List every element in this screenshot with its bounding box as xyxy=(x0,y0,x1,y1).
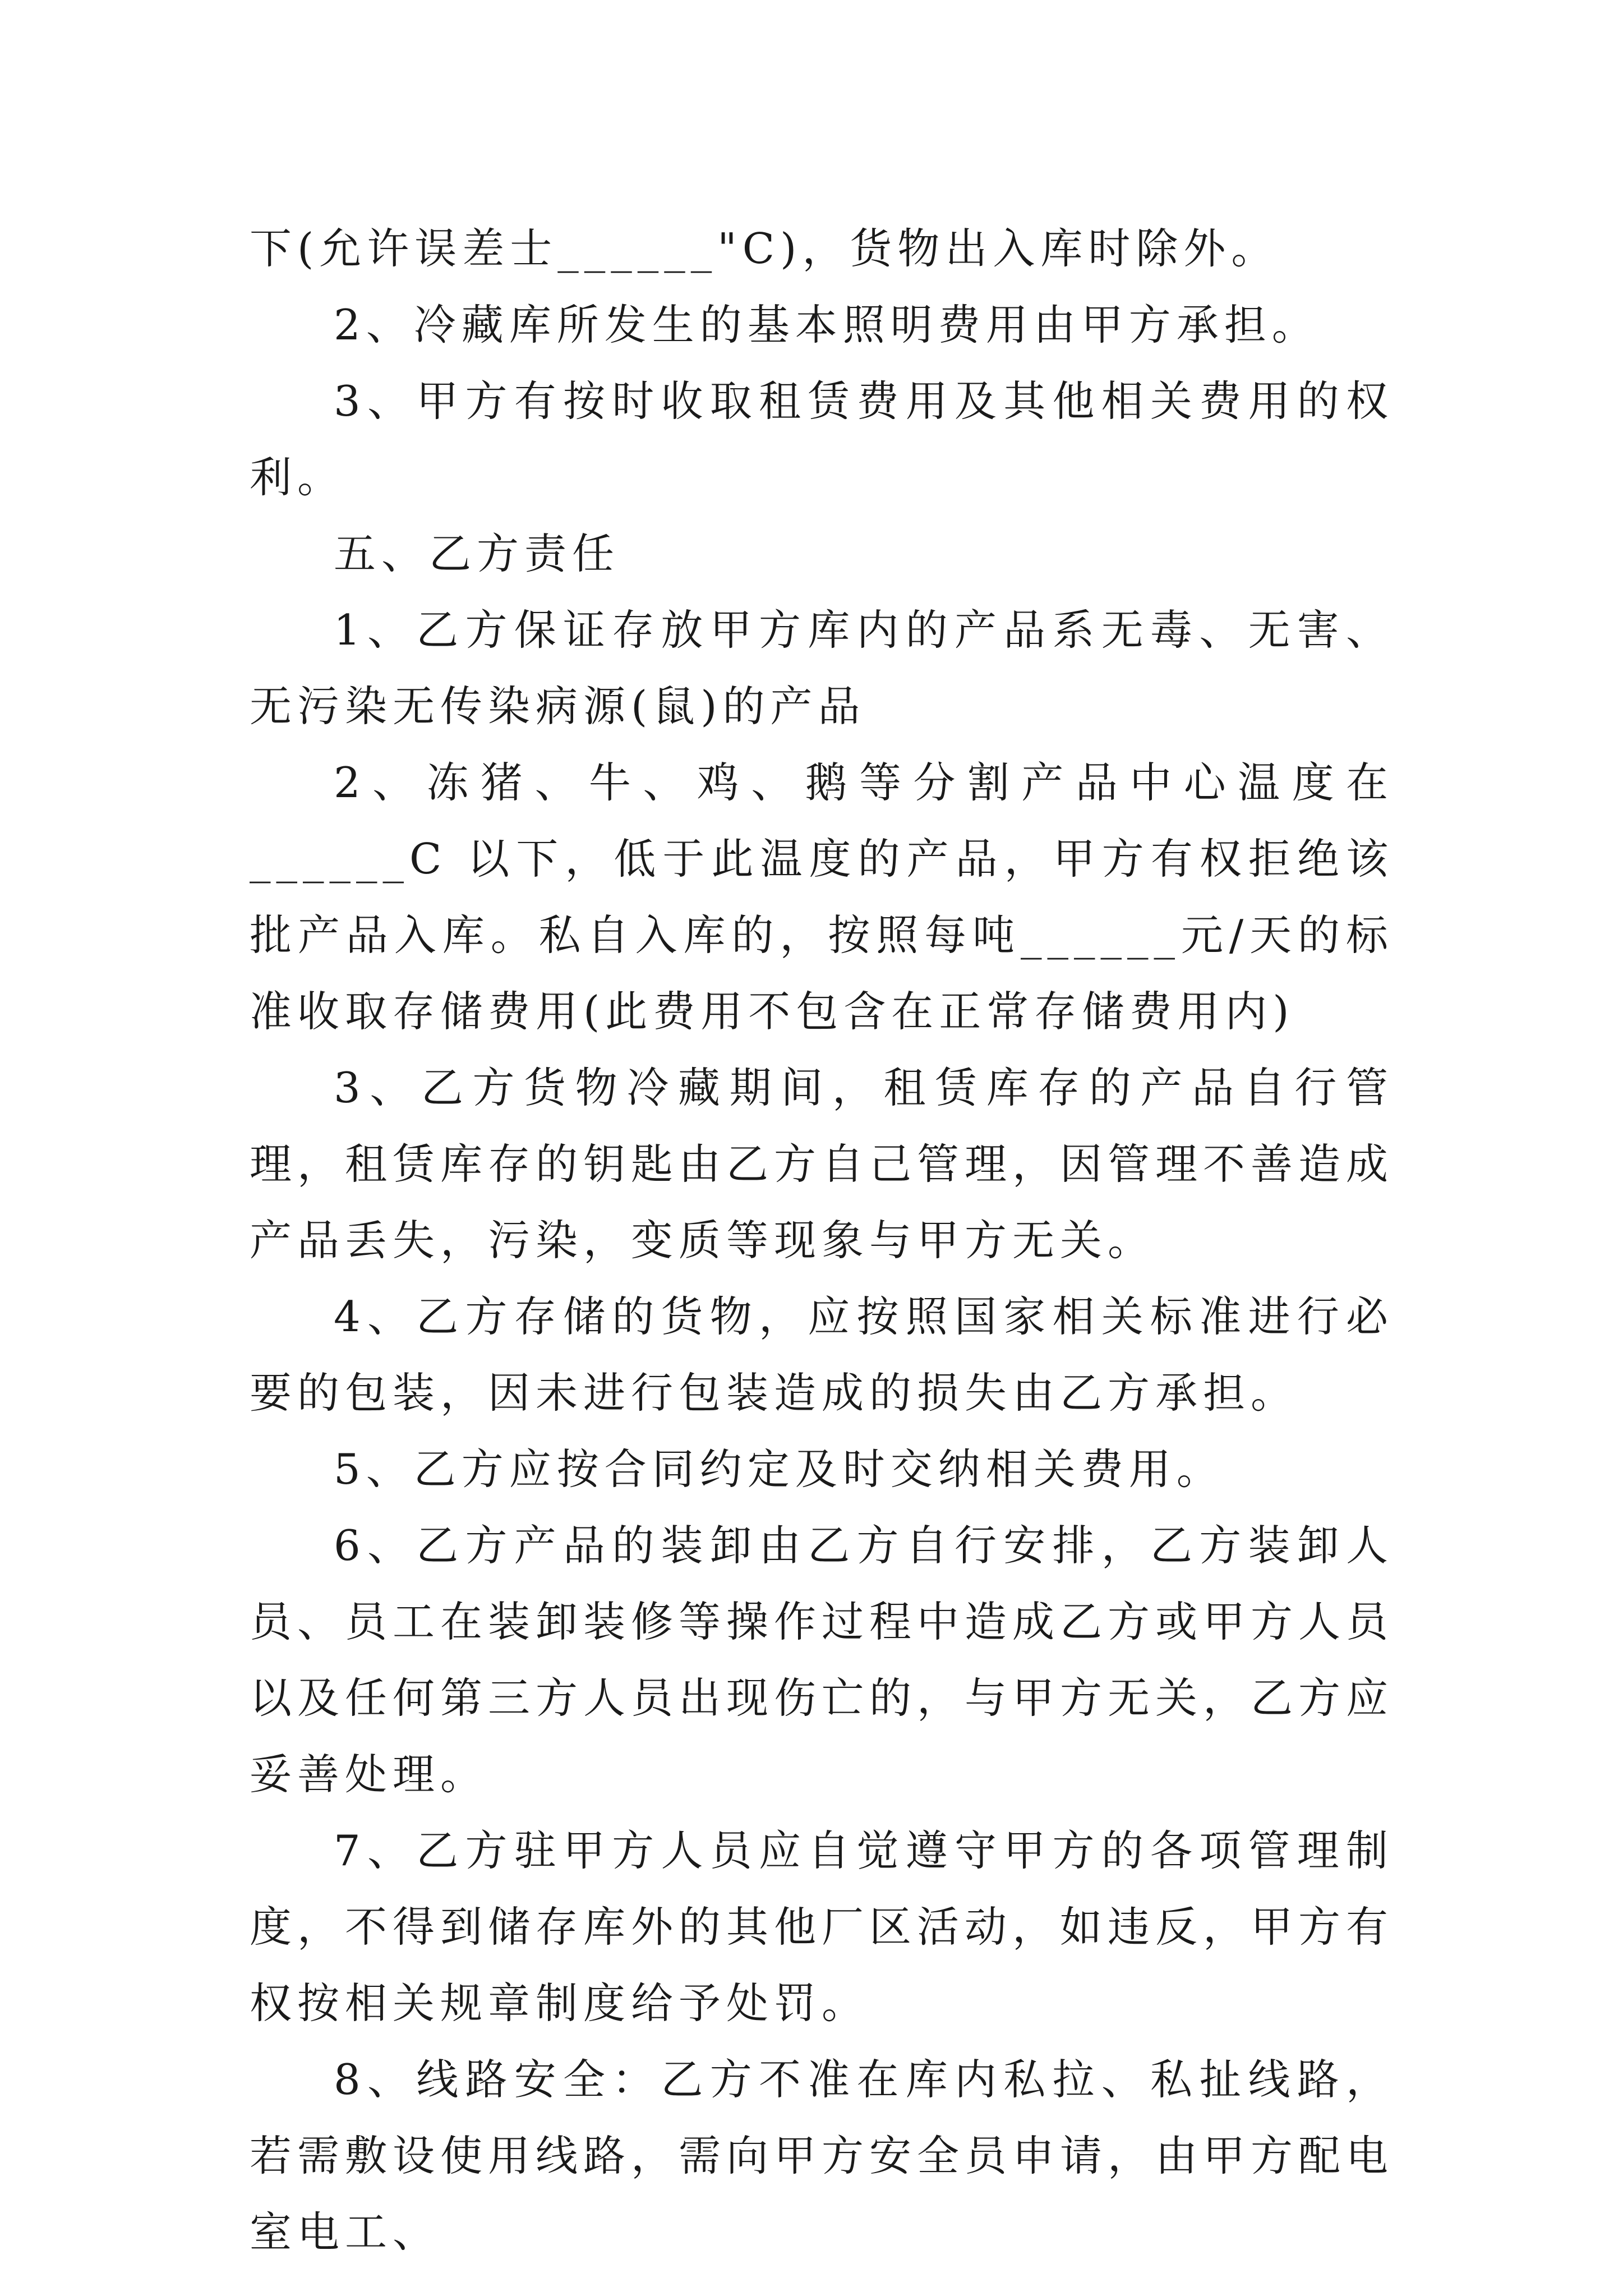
paragraph-lighting-cost: 2、冷藏库所发生的基本照明费用由甲方承担。 xyxy=(334,300,1320,349)
paragraph-clause-5: 5、乙方应按合同约定及时交纳相关费用。 xyxy=(334,1444,1224,1494)
paragraph-continuation: 下(允许误差士______"C)，货物出入库时除外。 xyxy=(250,224,1279,273)
paragraph-clause-2: 2、冻猪、牛、鸡、鹅等分割产品中心温度在______C 以下，低于此温度的产品，甲方有权拒绝该批产品入库。私自入库的，按照每吨______元/天的标准收取存储费用(此费用不包含在正常存储费用内) xyxy=(250,758,1394,1036)
section-heading-party-b-responsibility: 五、乙方责任 xyxy=(334,529,620,578)
paragraph-clause-7: 7、乙方驻甲方人员应自觉遵守甲方的各项管理制度，不得到储存库外的其他厂区活动，如违反，甲方有权按相关规章制度给予处罚。 xyxy=(250,1826,1394,2028)
document-body xyxy=(250,210,1394,2270)
paragraph-clause-6: 6、乙方产品的装卸由乙方自行安排，乙方装卸人员、员工在装卸装修等操作过程中造成乙方或甲方人员以及任何第三方人员出现伤亡的，与甲方无关，乙方应妥善处理。 xyxy=(250,1521,1394,1799)
paragraph-party-a-rights: 3、甲方有按时收取租赁费用及其他相关费用的权利。 xyxy=(250,376,1394,502)
paragraph-clause-3: 3、乙方货物冷藏期间，租赁库存的产品自行管理，租赁库存的钥匙由乙方自己管理，因管理不善造成产品丢失，污染，变质等现象与甲方无关。 xyxy=(250,1063,1394,1265)
paragraph-clause-1: 1、乙方保证存放甲方库内的产品系无毒、无害、无污染无传染病源(鼠)的产品 xyxy=(250,605,1394,731)
paragraph-clause-8: 8、线路安全：乙方不准在库内私拉、私扯线路，若需敷设使用线路，需向甲方安全员申请，由甲方配电室电工、 xyxy=(250,2055,1394,2257)
paragraph-clause-4: 4、乙方存储的货物，应按照国家相关标准进行必要的包装，因未进行包装造成的损失由乙方承担。 xyxy=(250,1292,1394,1418)
